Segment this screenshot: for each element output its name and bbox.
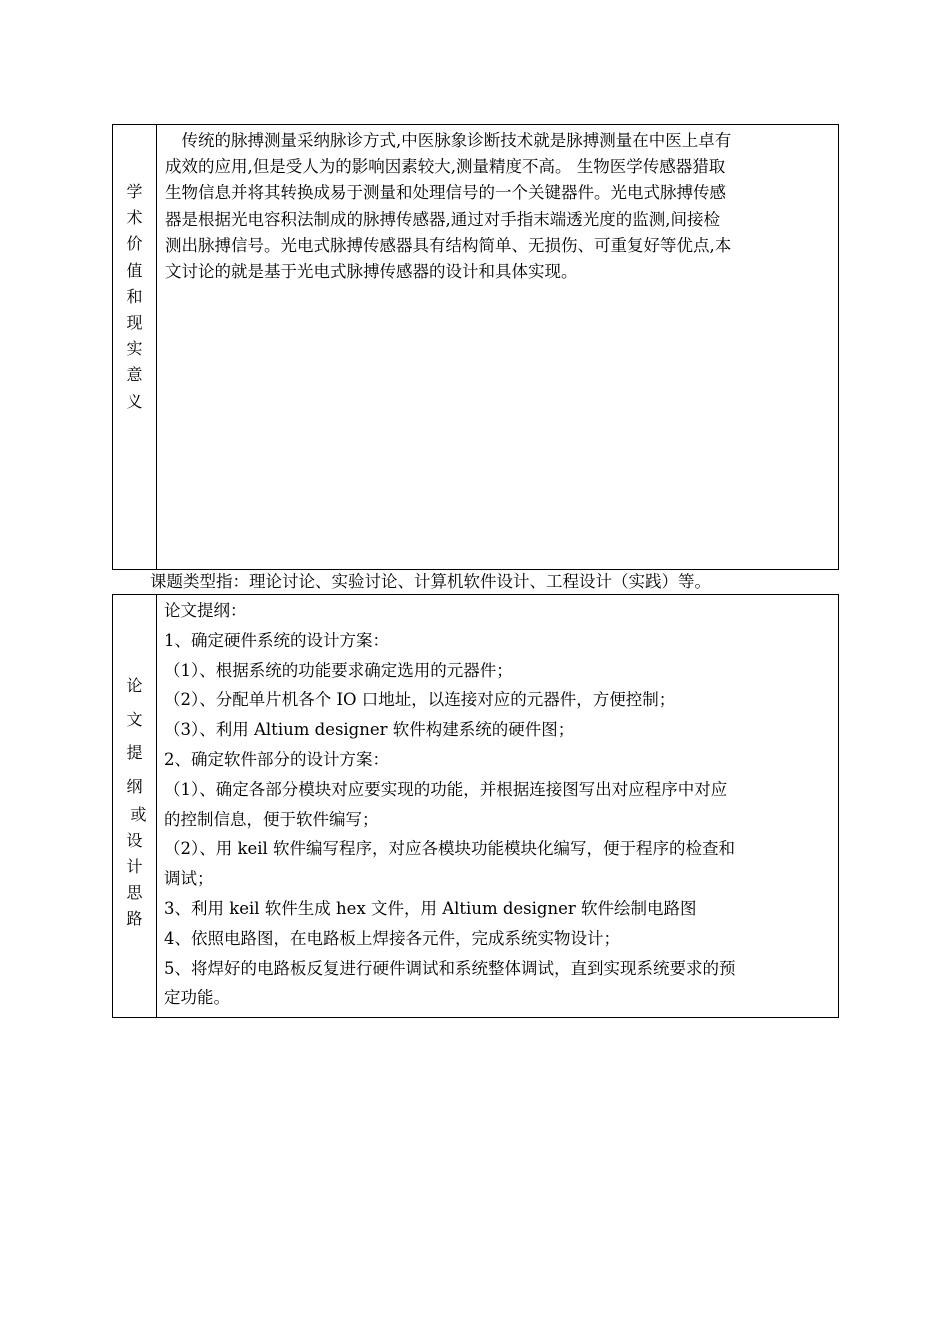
label-char: 计 [126, 857, 143, 876]
outline-heading: 论文提纲： [164, 601, 247, 620]
academic-value-paragraph [165, 128, 731, 285]
outline-line: （1）、确定各部分模块对应要实现的功能，并根据连接图写出对应程序中对应 [164, 779, 728, 799]
outline-table [112, 594, 839, 1018]
outline-line: 1、确定硬件系统的设计方案： [164, 630, 389, 650]
outline-content-cell [157, 595, 838, 1017]
label-char: 纲 [126, 776, 143, 796]
topic-type-note: 课题类型指：理论讨论、实验讨论、计算机软件设计、工程设计（实践）等。 [150, 572, 711, 591]
label-char: 或 [130, 805, 147, 824]
label-char: 实 [126, 339, 143, 359]
label-char: 意 [126, 365, 143, 385]
label-char: 现 [126, 313, 143, 333]
outline-line: 5、将焊好的电路板反复进行硬件调试和系统整体调试，直到实现系统要求的预 [164, 958, 736, 978]
outline-line: （3）、利用 Altium designer 软件构建系统的硬件图； [164, 720, 575, 740]
outline-label-cell [113, 595, 157, 1017]
academic-value-table [112, 124, 839, 570]
paragraph-line: 生物信息并将其转换成易于测量和处理信号的一个关键器件。光电式脉搏传感 [165, 183, 726, 203]
label-char: 价 [126, 234, 143, 254]
label-char: 路 [126, 909, 143, 928]
label-char: 义 [126, 391, 143, 411]
paragraph-line: 传统的脉搏测量采纳脉诊方式,中医脉象诊断技术就是脉搏测量在中医上卓有 [165, 131, 732, 150]
label-char: 设 [126, 831, 143, 850]
academic-value-label-cell [113, 125, 157, 569]
outline-line: 调试； [164, 869, 214, 889]
label-char: 提 [126, 743, 143, 762]
outline-line: 2、确定软件部分的设计方案： [164, 749, 389, 769]
outline-line: （2）、用 keil 软件编写程序，对应各模块功能模块化编写，便于程序的检查和 [164, 839, 736, 859]
paragraph-line: 成效的应用,但是受人为的影响因素较大,测量精度不高。 生物医学传感器猎取 [165, 157, 726, 177]
paragraph-line: 测出脉搏信号。光电式脉搏传感器具有结构简单、无损伤、可重复好等优点,本 [165, 235, 732, 255]
outline-line: （1）、根据系统的功能要求确定选用的元器件； [164, 660, 513, 680]
outline-label [113, 671, 156, 932]
academic-value-content-cell [157, 125, 838, 569]
label-char: 学 [126, 182, 143, 201]
outline-line: 3、利用 keil 软件生成 hex 文件，用 Altium designer 软件绘制电路图 [164, 898, 697, 918]
academic-value-label [113, 179, 156, 415]
label-char: 思 [126, 883, 143, 902]
label-char: 值 [126, 260, 143, 280]
outline-line: （2）、分配单片机各个 IO 口地址，以连接对应的元器件，方便控制； [164, 690, 676, 710]
outline-line: 4、依照电路图，在电路板上焊接各元件，完成系统实物设计； [164, 928, 620, 948]
label-char: 和 [126, 286, 143, 306]
paragraph-line: 器是根据光电容积法制成的脉搏传感器,通过对手指末端透光度的监测,间接检 [165, 209, 720, 229]
label-char: 文 [126, 709, 143, 729]
outline-line: 的控制信息，便于软件编写； [164, 809, 379, 829]
outline-lines [164, 596, 736, 1013]
label-char: 术 [126, 208, 143, 228]
paragraph-line: 文讨论的就是基于光电式脉搏传感器的设计和具体实现。 [165, 262, 578, 282]
outline-line: 定功能。 [164, 988, 230, 1008]
label-char: 论 [126, 676, 143, 695]
